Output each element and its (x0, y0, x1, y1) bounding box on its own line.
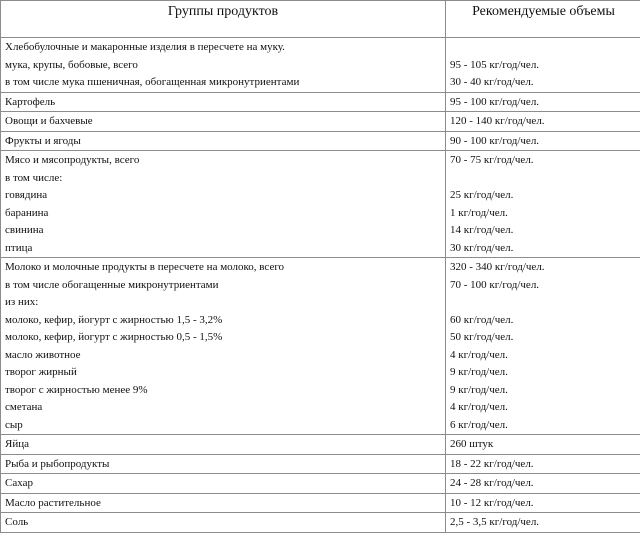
recommended-volume: 50 кг/год/чел. (450, 329, 640, 347)
product-name: Соль (5, 514, 445, 532)
recommended-volume-cell (446, 258, 640, 435)
header-product-groups: Группы продуктов (1, 1, 446, 38)
recommended-volume: 95 - 100 кг/год/чел. (450, 94, 640, 112)
recommended-volume-cell (446, 112, 640, 132)
product-name: птица (5, 240, 445, 258)
recommended-volume: 320 - 340 кг/год/чел. (450, 259, 640, 277)
table-row (1, 258, 640, 435)
product-name: баранина (5, 205, 445, 223)
product-name: Мясо и мясопродукты, всего (5, 152, 445, 170)
recommended-volume: 10 - 12 кг/год/чел. (450, 495, 640, 513)
recommended-volume: 9 кг/год/чел. (450, 382, 640, 400)
table-header (1, 1, 640, 38)
recommended-volume-cell (446, 92, 640, 112)
recommended-volume-cell (446, 513, 640, 533)
recommended-volume-cell (446, 131, 640, 151)
table-row (1, 474, 640, 494)
recommended-volume-cell (446, 151, 640, 258)
product-name: в том числе: (5, 170, 445, 188)
product-name: Масло растительное (5, 495, 445, 513)
product-group-cell (1, 435, 446, 455)
product-name: говядина (5, 187, 445, 205)
table-row (1, 435, 640, 455)
table-row (1, 112, 640, 132)
product-name: в том числе обогащенные микронутриентами (5, 277, 445, 295)
product-name: молоко, кефир, йогурт с жирностью 0,5 - 1,5% (5, 329, 445, 347)
header-recommended-volumes: Рекомендуемые объемы (446, 1, 640, 38)
recommended-volume-cell (446, 493, 640, 513)
recommended-volume-cell (446, 38, 640, 93)
product-name: Картофель (5, 94, 445, 112)
product-name: творог жирный (5, 364, 445, 382)
table-row (1, 38, 640, 93)
product-name: Овощи и бахчевые (5, 113, 445, 131)
product-name: из них: (5, 294, 445, 312)
table-row (1, 513, 640, 533)
recommended-volume: 9 кг/год/чел. (450, 364, 640, 382)
product-name: Хлебобулочные и макаронные изделия в пересчете на муку. (5, 39, 445, 57)
recommended-volume (450, 39, 640, 57)
recommended-volume: 4 кг/год/чел. (450, 347, 640, 365)
table-body (1, 38, 640, 533)
product-group-cell (1, 258, 446, 435)
product-name: Яйца (5, 436, 445, 454)
recommended-volume: 24 - 28 кг/год/чел. (450, 475, 640, 493)
product-name: сметана (5, 399, 445, 417)
product-group-cell (1, 493, 446, 513)
product-group-cell (1, 474, 446, 494)
recommended-volume: 90 - 100 кг/год/чел. (450, 133, 640, 151)
product-name: свинина (5, 222, 445, 240)
product-group-cell (1, 151, 446, 258)
table-row (1, 151, 640, 258)
table-row (1, 454, 640, 474)
header-row (1, 1, 640, 38)
recommended-volume: 18 - 22 кг/год/чел. (450, 456, 640, 474)
product-name: масло животное (5, 347, 445, 365)
product-name: сыр (5, 417, 445, 435)
product-group-cell (1, 92, 446, 112)
recommended-volume (450, 170, 640, 188)
table-row (1, 493, 640, 513)
recommended-volume-cell (446, 454, 640, 474)
recommended-volume: 30 - 40 кг/год/чел. (450, 74, 640, 92)
recommended-volume-cell (446, 435, 640, 455)
product-name: Фрукты и ягоды (5, 133, 445, 151)
recommended-volume: 2,5 - 3,5 кг/год/чел. (450, 514, 640, 532)
table-row (1, 92, 640, 112)
product-group-cell (1, 38, 446, 93)
product-name: Молоко и молочные продукты в пересчете на молоко, всего (5, 259, 445, 277)
product-group-cell (1, 112, 446, 132)
product-name: мука, крупы, бобовые, всего (5, 57, 445, 75)
product-name: творог с жирностью менее 9% (5, 382, 445, 400)
recommended-volume: 4 кг/год/чел. (450, 399, 640, 417)
recommended-volume: 14 кг/год/чел. (450, 222, 640, 240)
recommended-volume: 25 кг/год/чел. (450, 187, 640, 205)
product-group-cell (1, 513, 446, 533)
product-group-cell (1, 131, 446, 151)
product-name: в том числе мука пшеничная, обогащенная микронутриентами (5, 74, 445, 92)
recommended-volume (450, 294, 640, 312)
table-row (1, 131, 640, 151)
product-name: молоко, кефир, йогурт с жирностью 1,5 - 3,2% (5, 312, 445, 330)
recommended-volume: 120 - 140 кг/год/чел. (450, 113, 640, 131)
recommended-volume: 30 кг/год/чел. (450, 240, 640, 258)
recommended-volume: 60 кг/год/чел. (450, 312, 640, 330)
product-group-cell (1, 454, 446, 474)
recommended-volume: 1 кг/год/чел. (450, 205, 640, 223)
recommended-volume: 70 - 100 кг/год/чел. (450, 277, 640, 295)
product-name: Сахар (5, 475, 445, 493)
product-name: Рыба и рыбопродукты (5, 456, 445, 474)
recommended-volume: 70 - 75 кг/год/чел. (450, 152, 640, 170)
recommended-volume-cell (446, 474, 640, 494)
recommended-volume: 95 - 105 кг/год/чел. (450, 57, 640, 75)
recommended-volume: 6 кг/год/чел. (450, 417, 640, 435)
recommended-volume: 260 штук (450, 436, 640, 454)
